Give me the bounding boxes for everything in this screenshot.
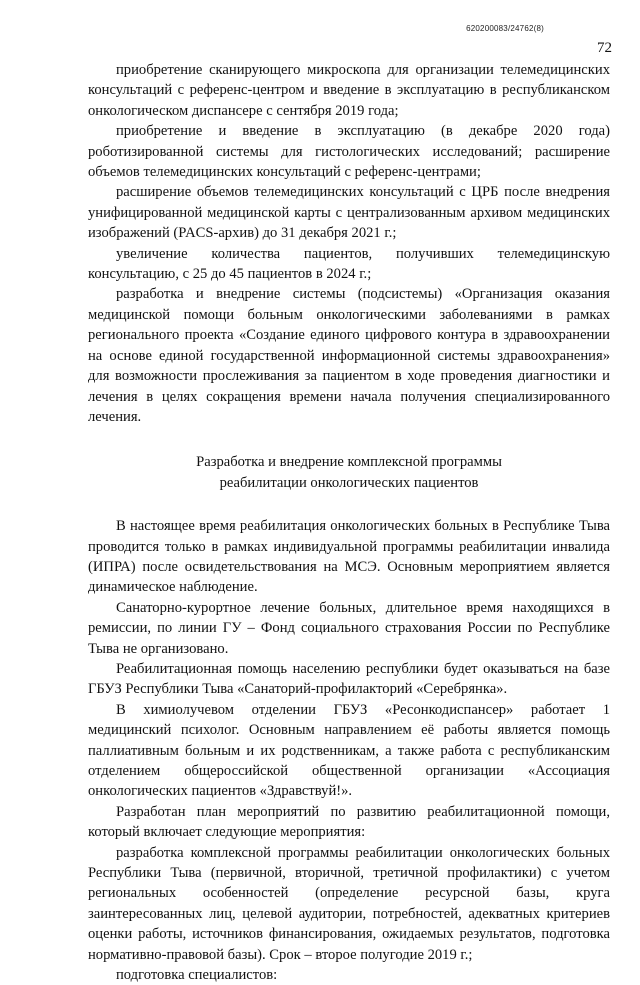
paragraph: разработка и внедрение системы (подсистемы) «Организация оказания медицинской помощи больным онкологическими заболеваниями в рамках регионального проекта «Создание единого цифрового контура в здравоохранении на основе единой государственной информационной системы здравоохранения» для возможности прослеживания за пациентом в ходе проведения диагностики и лечения в целях сокращения времени начала получения специализированного лечения. [88,286,610,425]
paragraph: Разработан план мероприятий по развитию реабилитационной помощи, который включает следующие мероприятия: [88,803,610,841]
document-code: 620200083/24762(8) [466,24,544,33]
paragraph: приобретение сканирующего микроскопа для организации телемедицинских консультаций с референс-центром и введение в эксплуатацию в республиканском онкологическом диспансере с сентября 2019 года; [88,62,610,119]
page-number: 72 [597,40,612,56]
paragraph: В настоящее время реабилитация онкологических больных в Республике Тыва проводится только в рамках индивидуальной программы реабилитации инвалида (ИПРА) после освидетельствования на МСЭ. Основным мероприятием является динамическое наблюдение. [88,518,610,596]
paragraph: подготовка специалистов: [116,967,278,984]
paragraph: В химиолучевом отделении ГБУЗ «Ресонкодиспансер» работает 1 медицинский психолог. Основным направлением её работы является помощь паллиативным больным и их родственникам, а также работа с республиканским отделением общероссийской общественной организации «Ассоциация онкологических пациентов «Здравствуй!». [88,701,610,800]
section-heading-line: Разработка и внедрение комплексной программы [196,454,502,471]
paragraph: расширение объемов телемедицинских консультаций с ЦРБ после внедрения унифицированной медицинской карты с централизованным архивом медицинских изображений (PACS-архив) до 31 декабря 2021 г.; [88,184,610,242]
paragraph: приобретение и введение в эксплуатацию (в декабре 2020 года) роботизированной системы для гистологических исследований; расширение объемов телемедицинских консультаций с референс-центрами; [88,123,610,181]
document-body [88,60,610,985]
paragraph: увеличение количества пациентов, получивших телемедицинскую консультацию, с 25 до 45 пациентов в 2024 г.; [88,245,610,283]
section-heading-line: реабилитации онкологических пациентов [219,474,479,491]
paragraph: Реабилитационная помощь населению республики будет оказываться на базе ГБУЗ Республики Тыва «Санаторий-профилакторий «Серебрянка». [88,660,610,698]
paragraph: разработка комплексной программы реабилитации онкологических больных Республики Тыва (первичной, вторичной, третичной профилактики) с учетом региональных особенностей (определение ресурсной базы, круга заинтересованных лиц, целевой аудитории, потребностей, адекватных критериев оценки работы, источников финансирования, ожидаемых результатов, подготовка нормативно-правовой базы). Срок – второе полугодие 2019 г.; [88,844,610,963]
paragraph: Санаторно-курортное лечение больных, длительное время находящихся в ремиссии, по линии ГУ – Фонд социального страхования России по Республике Тыва не организовано. [88,599,610,657]
section-heading [88,452,610,493]
